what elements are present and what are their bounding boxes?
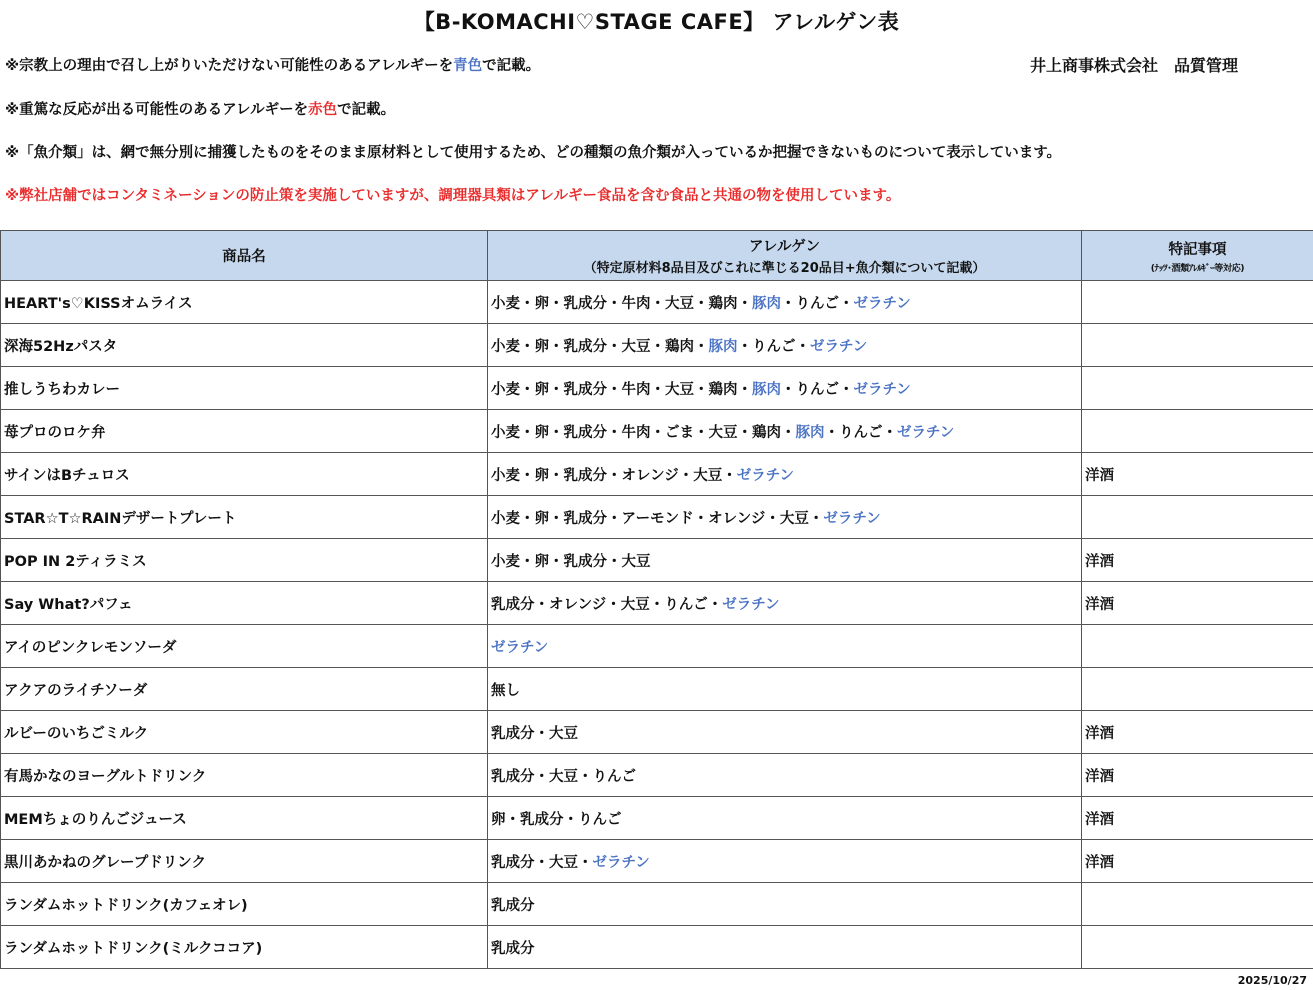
allergen-highlight: 豚肉 bbox=[752, 381, 781, 398]
allergen-text: 小麦・卵・乳成分・牛肉・大豆・鶏肉・ bbox=[491, 381, 752, 398]
product-name-cell: 推しうちわカレー bbox=[1, 367, 488, 410]
special-note-cell bbox=[1082, 625, 1313, 668]
table-row bbox=[1, 926, 1313, 969]
allergen-highlight: 豚肉 bbox=[795, 424, 825, 441]
allergen-highlight: ゼラチン bbox=[722, 596, 780, 613]
allergen-text: 乳成分 bbox=[491, 940, 535, 957]
special-note-cell bbox=[1082, 410, 1313, 453]
allergen-text: 乳成分・大豆・りんご bbox=[491, 768, 636, 785]
allergen-cell bbox=[488, 625, 1082, 668]
table-header-row bbox=[1, 231, 1313, 281]
special-note-cell bbox=[1082, 926, 1313, 969]
special-note-cell bbox=[1082, 883, 1313, 926]
special-note-cell: 洋酒 bbox=[1082, 453, 1313, 496]
product-name-cell: ランダムホットドリンク(ミルクココア) bbox=[1, 926, 488, 969]
table-row bbox=[1, 754, 1313, 797]
header-special-sub: (ﾅｯﾂ･酒類ｱﾚﾙｷﾞｰ等対応) bbox=[1150, 263, 1245, 274]
allergen-cell bbox=[488, 496, 1082, 539]
allergen-highlight: 豚肉 bbox=[708, 338, 738, 355]
product-name-cell: 深海52Hzパスタ bbox=[1, 324, 488, 367]
product-name-cell: STAR☆T☆RAINデザートプレート bbox=[1, 496, 488, 539]
allergen-text: ・りんご・ bbox=[824, 424, 897, 441]
table-row bbox=[1, 453, 1313, 496]
allergen-text: ・りんご・ bbox=[781, 381, 854, 398]
allergen-cell bbox=[488, 797, 1082, 840]
allergen-cell bbox=[488, 711, 1082, 754]
special-note-cell: 洋酒 bbox=[1082, 711, 1313, 754]
special-note-cell bbox=[1082, 496, 1313, 539]
allergen-cell bbox=[488, 410, 1082, 453]
product-name-cell: アイのピンクレモンソーダ bbox=[1, 625, 488, 668]
allergen-highlight: ゼラチン bbox=[810, 338, 868, 355]
product-name-cell: サインはBチュロス bbox=[1, 453, 488, 496]
special-note-cell: 洋酒 bbox=[1082, 582, 1313, 625]
header-allergen-label: アレルゲン bbox=[749, 239, 820, 255]
table-row bbox=[1, 797, 1313, 840]
table-row bbox=[1, 625, 1313, 668]
table-row bbox=[1, 582, 1313, 625]
allergen-cell bbox=[488, 883, 1082, 926]
allergen-cell bbox=[488, 926, 1082, 969]
product-name-cell: Say What?パフェ bbox=[1, 582, 488, 625]
header-product bbox=[1, 231, 488, 281]
special-note-cell: 洋酒 bbox=[1082, 539, 1313, 582]
special-note-cell: 洋酒 bbox=[1082, 797, 1313, 840]
allergen-cell bbox=[488, 367, 1082, 410]
allergen-table bbox=[0, 230, 1313, 969]
allergen-text: 無し bbox=[491, 682, 520, 699]
product-name-cell: MEMちょのりんごジュース bbox=[1, 797, 488, 840]
table-row bbox=[1, 496, 1313, 539]
note-seafood: ※「魚介類」は、網で無分別に捕獲したものをそのまま原材料として使用するため、どの種類の魚介類が入っているか把握できないものについて表示しています。 bbox=[5, 145, 1062, 161]
table-row bbox=[1, 840, 1313, 883]
header-product-label: 商品名 bbox=[222, 249, 266, 265]
product-name-cell: 黒川あかねのグレープドリンク bbox=[1, 840, 488, 883]
allergen-cell bbox=[488, 281, 1082, 324]
allergen-highlight: 豚肉 bbox=[752, 295, 781, 312]
special-note-cell bbox=[1082, 668, 1313, 711]
table-row bbox=[1, 281, 1313, 324]
allergen-cell bbox=[488, 453, 1082, 496]
allergen-text: ・りんご・ bbox=[737, 338, 810, 355]
allergen-highlight: ゼラチン bbox=[853, 381, 911, 398]
note-religious bbox=[5, 54, 540, 75]
allergen-text: 卵・乳成分・りんご bbox=[491, 811, 622, 828]
product-name-cell: アクアのライチソーダ bbox=[1, 668, 488, 711]
table-row bbox=[1, 539, 1313, 582]
allergen-highlight: ゼラチン bbox=[897, 424, 955, 441]
allergen-cell bbox=[488, 668, 1082, 711]
special-note-cell: 洋酒 bbox=[1082, 754, 1313, 797]
note-severe-end: で記載。 bbox=[337, 102, 396, 118]
allergen-text: 小麦・卵・乳成分・大豆・鶏肉・ bbox=[491, 338, 709, 355]
allergen-highlight: ゼラチン bbox=[736, 467, 795, 484]
special-note-cell: 洋酒 bbox=[1082, 840, 1313, 883]
product-name-cell: 有馬かなのヨーグルトドリンク bbox=[1, 754, 488, 797]
allergen-text: 乳成分・大豆・ bbox=[491, 854, 593, 871]
product-name-cell: HEART's♡KISSオムライス bbox=[1, 281, 488, 324]
allergen-cell bbox=[488, 582, 1082, 625]
table-row bbox=[1, 668, 1313, 711]
special-note-cell bbox=[1082, 324, 1313, 367]
note-severe-red: 赤色 bbox=[308, 102, 338, 118]
company-name: 井上商事株式会社 品質管理 bbox=[1030, 56, 1239, 75]
product-name-cell: ルビーのいちごミルク bbox=[1, 711, 488, 754]
special-note-cell bbox=[1082, 281, 1313, 324]
allergen-cell bbox=[488, 324, 1082, 367]
product-name-cell: 苺プロのロケ弁 bbox=[1, 410, 488, 453]
allergen-text: 乳成分・大豆 bbox=[491, 725, 578, 742]
allergen-text: 小麦・卵・乳成分・大豆 bbox=[491, 553, 651, 570]
note-religious-end: で記載。 bbox=[482, 58, 541, 74]
header-special-label: 特記事項 bbox=[1168, 241, 1227, 258]
table-row bbox=[1, 711, 1313, 754]
table-row bbox=[1, 883, 1313, 926]
allergen-highlight: ゼラチン bbox=[491, 639, 549, 656]
allergen-text: 乳成分 bbox=[491, 897, 535, 914]
allergen-cell bbox=[488, 539, 1082, 582]
note-religious-text: ※宗教上の理由で召し上がりいただけない可能性のあるアレルギーを bbox=[5, 58, 454, 74]
header-allergen bbox=[488, 231, 1082, 281]
allergen-highlight: ゼラチン bbox=[592, 854, 650, 871]
table-row bbox=[1, 324, 1313, 367]
special-note-cell bbox=[1082, 367, 1313, 410]
allergen-highlight: ゼラチン bbox=[823, 510, 881, 527]
allergen-highlight: ゼラチン bbox=[853, 295, 911, 312]
product-name-cell: ランダムホットドリンク(カフェオレ) bbox=[1, 883, 488, 926]
allergen-text: 小麦・卵・乳成分・オレンジ・大豆・ bbox=[491, 467, 737, 484]
allergen-cell bbox=[488, 754, 1082, 797]
table-row bbox=[1, 410, 1313, 453]
document-date: 2025/10/27 bbox=[1237, 974, 1307, 987]
table-row bbox=[1, 367, 1313, 410]
header-allergen-sub: （特定原材料8品目及びこれに準じる20品目+魚介類について記載） bbox=[583, 261, 986, 276]
allergen-text: 小麦・卵・乳成分・牛肉・ごま・大豆・鶏肉・ bbox=[491, 424, 796, 441]
allergen-text: 乳成分・オレンジ・大豆・りんご・ bbox=[491, 596, 723, 613]
header-special bbox=[1082, 231, 1313, 281]
allergen-text: 小麦・卵・乳成分・アーモンド・オレンジ・大豆・ bbox=[491, 510, 824, 527]
page-title: 【B-KOMACHI♡STAGE CAFE】 アレルゲン表 bbox=[413, 10, 900, 34]
note-severe bbox=[5, 98, 395, 119]
note-religious-blue: 青色 bbox=[453, 58, 483, 74]
note-severe-text: ※重篤な反応が出る可能性のあるアレルギーを bbox=[5, 102, 309, 118]
allergen-text: 小麦・卵・乳成分・牛肉・大豆・鶏肉・ bbox=[491, 295, 752, 312]
allergen-cell bbox=[488, 840, 1082, 883]
product-name-cell: POP IN 2ティラミス bbox=[1, 539, 488, 582]
allergen-text: ・りんご・ bbox=[781, 295, 854, 312]
note-contamination: ※弊社店舗ではコンタミネーションの防止策を実施していますが、調理器具類はアレルギー食品を含む食品と共通の物を使用しています。 bbox=[5, 188, 901, 204]
